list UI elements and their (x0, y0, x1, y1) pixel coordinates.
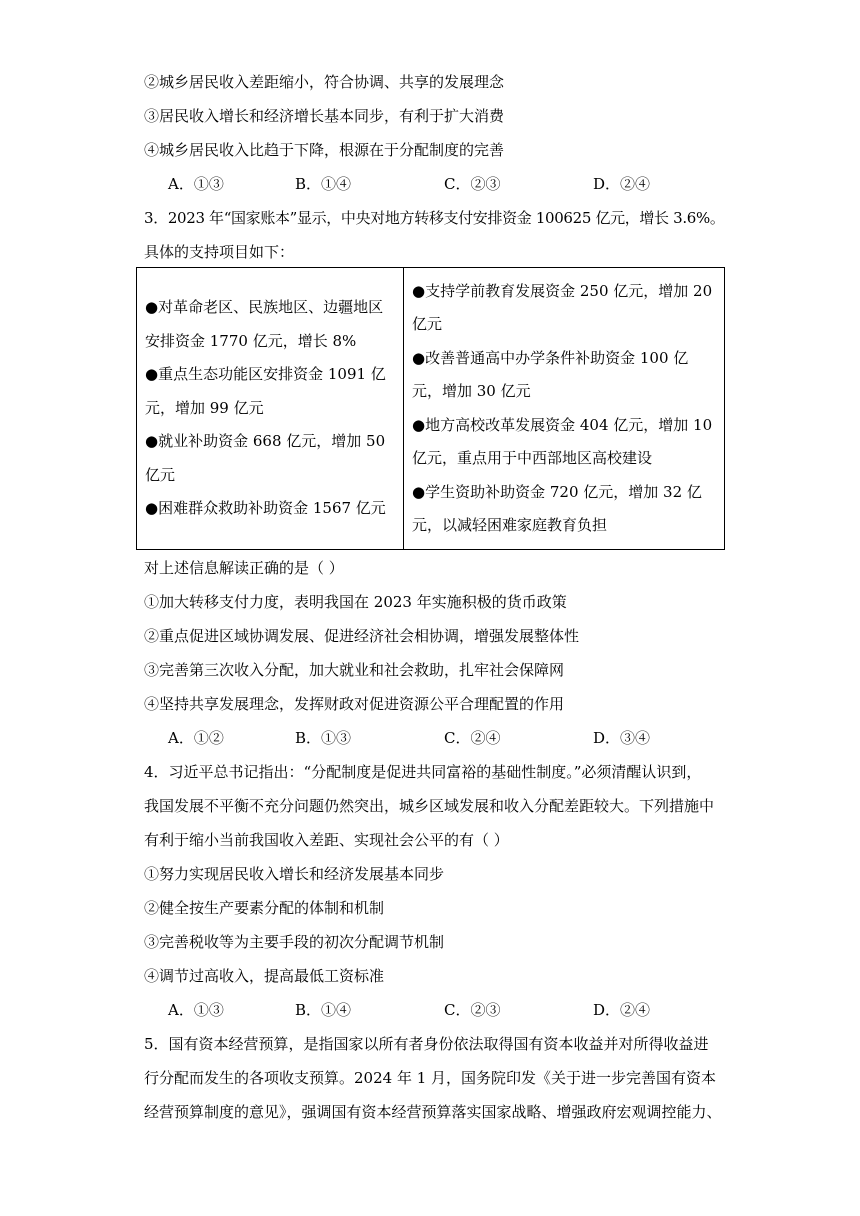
funding-item: ●重点生态功能区安排资金 1091 亿元，增加 99 亿元 (145, 365, 386, 417)
q4-statement-1: ①努力实现居民收入增长和经济发展基本同步 (144, 865, 445, 883)
q5-stem-line-3: 经营预算制度的意见》，强调国有资本经营预算落实国家战略、增强政府宏观调控能力、 (144, 1103, 722, 1121)
q3-question: 对上述信息解读正确的是（ ） (144, 559, 344, 577)
q2-option-c: C．②③ (444, 175, 501, 193)
q3-option-c: C．②④ (444, 729, 501, 747)
q2-option-b: B．①④ (295, 175, 352, 193)
q2-statement-4: ④城乡居民收入比趋于下降，根源在于分配制度的完善 (144, 141, 505, 159)
q4-option-b: B．①④ (295, 1001, 352, 1019)
q2-statement-2: ②城乡居民收入差距缩小，符合协调、共享的发展理念 (144, 73, 505, 91)
q3-statement-4: ④坚持共享发展理念，发挥财政对促进资源公平合理配置的作用 (144, 695, 565, 713)
q4-statement-2: ②健全按生产要素分配的体制和机制 (144, 899, 385, 917)
q3-statement-2: ②重点促进区域协调发展、促进经济社会相协调，增强发展整体性 (144, 627, 580, 645)
q4-stem-line-1: 4．习近平总书记指出：“分配制度是促进共同富裕的基础性制度。”必须清醒认识到， (144, 763, 702, 781)
q2-option-d: D．②④ (593, 175, 651, 193)
funding-table (136, 267, 725, 550)
q4-stem-line-3: 有利于缩小当前我国收入差距、实现社会公平的有（ ） (144, 831, 509, 849)
q4-option-a: A．①③ (168, 1001, 224, 1019)
funding-item: ●学生资助补助资金 720 亿元，增加 32 亿元，以减轻困难家庭教育负担 (412, 482, 702, 534)
q4-statement-3: ③完善税收等为主要手段的初次分配调节机制 (144, 933, 445, 951)
q3-option-a: A．①② (168, 729, 224, 747)
funding-table-left-cell (137, 268, 404, 550)
q3-stem-line-2: 具体的支持项目如下： (144, 243, 295, 261)
q3-option-d: D．③④ (593, 729, 651, 747)
q3-statement-3: ③完善第三次收入分配，加大就业和社会救助，扎牢社会保障网 (144, 661, 565, 679)
funding-table-right-cell (404, 268, 725, 550)
q3-stem-line-1: 3．2023 年“国家账本”显示，中央对地方转移支付安排资金 100625 亿元，增长 3.6%。 (144, 209, 725, 227)
q4-option-c: C．②③ (444, 1001, 501, 1019)
funding-item: ●对革命老区、民族地区、边疆地区安排资金 1770 亿元，增长 8% (145, 298, 384, 350)
funding-item: ●改善普通高中办学条件补助资金 100 亿元，增加 30 亿元 (412, 348, 689, 400)
q2-option-a: A．①③ (168, 175, 224, 193)
q5-stem-line-1: 5．国有资本经营预算，是指国家以所有者身份依法取得国有资本收益并对所得收益进 (144, 1035, 709, 1053)
q4-statement-4: ④调节过高收入，提高最低工资标准 (144, 967, 385, 985)
q4-option-d: D．②④ (593, 1001, 651, 1019)
funding-item: ●就业补助资金 668 亿元，增加 50 亿元 (145, 432, 386, 484)
q3-statement-1: ①加大转移支付力度，表明我国在 2023 年实施积极的货币政策 (144, 593, 567, 611)
q4-stem-line-2: 我国发展不平衡不充分问题仍然突出，城乡区域发展和收入分配差距较大。下列措施中 (144, 797, 715, 815)
q3-option-b: B．①③ (295, 729, 352, 747)
funding-item: ●困难群众救助补助资金 1567 亿元 (145, 499, 386, 518)
q5-stem-line-2: 行分配而发生的各项收支预算。2024 年 1 月，国务院印发《关于进一步完善国有资本 (144, 1069, 717, 1087)
q2-statement-3: ③居民收入增长和经济增长基本同步，有利于扩大消费 (144, 107, 505, 125)
funding-item: ●支持学前教育发展资金 250 亿元，增加 20 亿元 (412, 281, 713, 333)
funding-item: ●地方高校改革发展资金 404 亿元，增加 10 亿元，重点用于中西部地区高校建设 (412, 415, 713, 467)
